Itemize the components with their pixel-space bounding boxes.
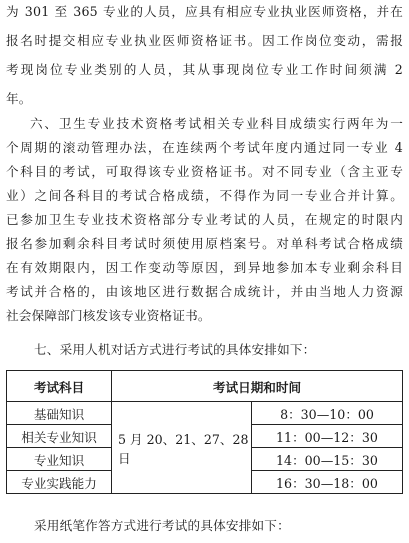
subject-cell: 相关专业知识: [7, 425, 112, 448]
para6-line-7: 在有效期限内，因工作变动等原因，到异地参加本专业剩余科目: [6, 260, 403, 275]
time-cell: 8：30—10：00: [252, 402, 403, 425]
para6-line-4: 业）之间各科目的考试合格成绩，不得作为同一专业合并计算。: [6, 188, 403, 203]
para5-line-4: 年。: [6, 91, 32, 106]
section7-heading: 七、采用人机对话方式进行考试的具体安排如下：: [34, 342, 316, 357]
header-subject: 考试科目: [7, 371, 112, 402]
subject-cell: 基础知识: [7, 402, 112, 425]
exam-schedule-table: [6, 370, 403, 494]
table-header-row: [7, 371, 403, 402]
para6-line-3: 个科目的考试，可取得该专业资格证书。对不同专业（含主亚专: [6, 164, 403, 179]
subject-cell: 专业知识: [7, 448, 112, 471]
para5-line-1: 为 301 至 365 专业的人员，应具有相应专业执业医师资格，并在: [6, 4, 403, 19]
closing-line: 采用纸笔作答方式进行考试的具体安排如下：: [34, 518, 290, 533]
table-row: [7, 402, 403, 425]
time-cell: 11：00—12：30: [252, 425, 403, 448]
para5-line-3: 考现岗位专业类别的人员，其从事现岗位专业工作时间须满 2: [6, 62, 403, 77]
para6-line-1: 六、卫生专业技术资格考试相关专业科目成绩实行两年为一: [30, 116, 403, 131]
time-cell: 14：00—15：30: [252, 448, 403, 471]
para5-line-2: 报名时提交相应专业执业医师资格证书。因工作岗位变动，需报: [6, 33, 403, 48]
para6-line-5: 已参加卫生专业技术资格部分专业考试的人员，在规定的时限内: [6, 212, 403, 227]
header-datetime: 考试日期和时间: [112, 371, 403, 402]
para6-line-9: 社会保障部门核发该专业资格证书。: [6, 308, 211, 323]
dates-cell: 5 月 20、21、27、28 日: [112, 402, 252, 494]
para6-line-2: 个周期的滚动管理办法，在连续两个考试年度内通过同一专业 4: [6, 140, 403, 155]
time-cell: 16：30—18：00: [252, 471, 403, 494]
subject-cell: 专业实践能力: [7, 471, 112, 494]
para6-line-6: 报名参加剩余科目考试时须使用原档案号。对单科考试合格成绩: [6, 236, 403, 251]
para6-line-8: 考试并合格的，由该地区进行数据合成统计，并由当地人力资源: [6, 284, 403, 299]
